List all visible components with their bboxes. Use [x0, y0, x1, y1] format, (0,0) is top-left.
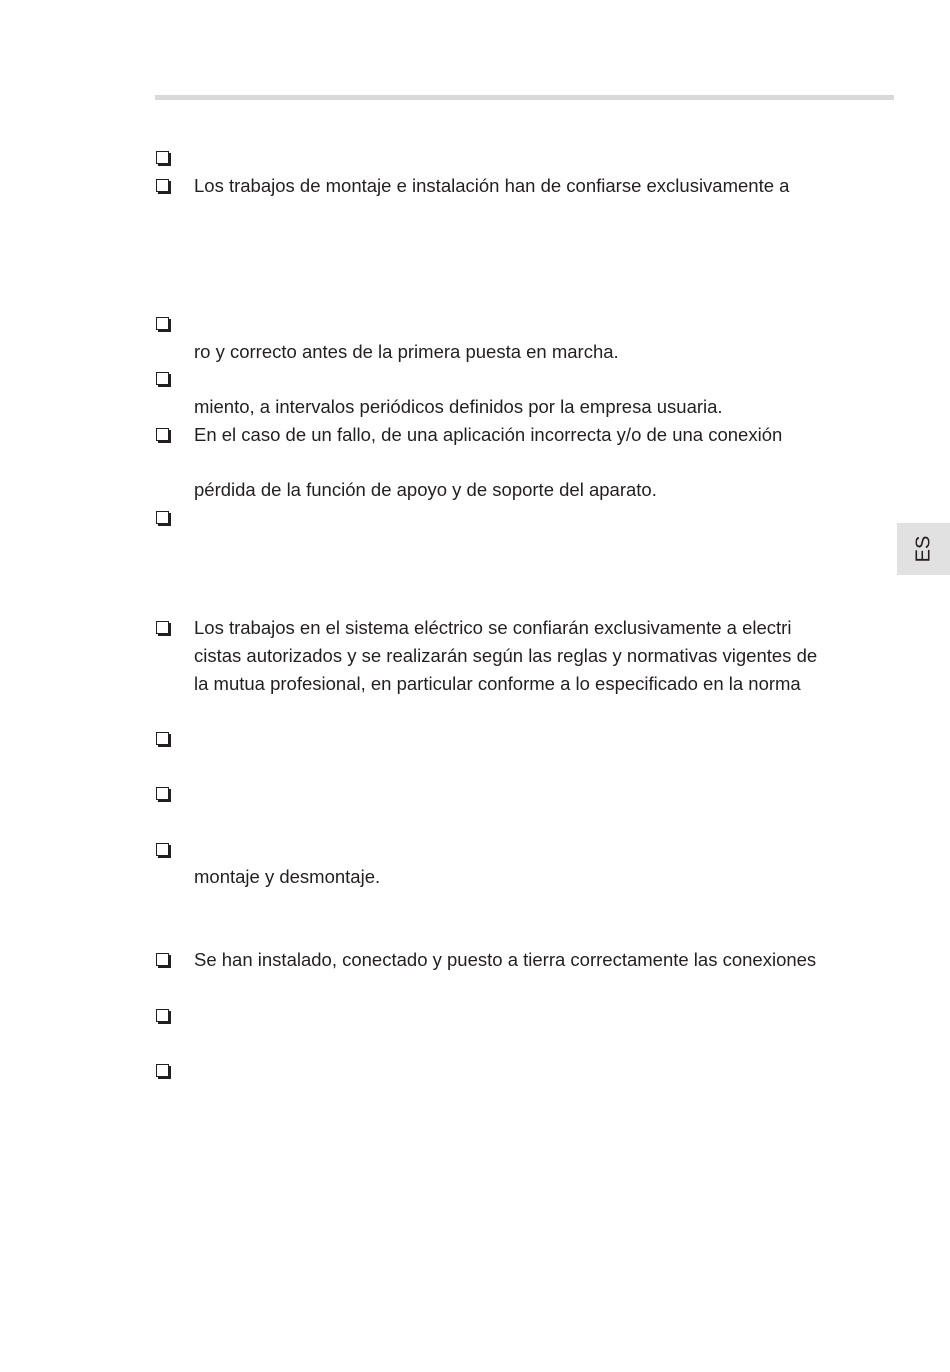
text-line: Los trabajos de montaje e instalación han de confiarse exclusivamente a: [194, 175, 790, 196]
checkbox-icon[interactable]: [156, 843, 169, 856]
checkbox-icon[interactable]: [156, 179, 169, 192]
text-line: cistas autorizados y se realizarán según las reglas y normativas vigentes de: [194, 645, 818, 666]
checkbox-icon[interactable]: [156, 372, 169, 385]
text-line: montaje y desmontaje.: [194, 866, 381, 887]
checkbox-icon[interactable]: [156, 953, 169, 966]
text-line: la mutua profesional, en particular conforme a lo especificado en la norma: [194, 673, 801, 694]
checkbox-icon[interactable]: [156, 1009, 169, 1022]
language-tab: [897, 523, 950, 575]
checkbox-icon[interactable]: [156, 621, 169, 634]
checkbox-icon[interactable]: [156, 787, 169, 800]
text-line: Se han instalado, conectado y puesto a tierra correctamente las conexiones: [194, 949, 817, 970]
text-line: pérdida de la función de apoyo y de soporte del aparato.: [194, 479, 657, 500]
text-line: Los trabajos en el sistema eléctrico se confiarán exclusivamente a electri: [194, 617, 792, 638]
header-rule: [155, 95, 894, 100]
text-line: miento, a intervalos periódicos definidos por la empresa usuaria.: [194, 396, 723, 417]
checkbox-icon[interactable]: [156, 151, 169, 164]
checkbox-icon[interactable]: [156, 511, 169, 524]
checkbox-icon[interactable]: [156, 428, 169, 441]
language-tab-label: ES: [912, 535, 934, 563]
text-line: ro y correcto antes de la primera puesta en marcha.: [194, 341, 619, 362]
text-line: En el caso de un fallo, de una aplicación incorrecta y/o de una conexión: [194, 424, 783, 445]
checkbox-icon[interactable]: [156, 1064, 169, 1077]
checkbox-icon[interactable]: [156, 732, 169, 745]
checkbox-icon[interactable]: [156, 317, 169, 330]
